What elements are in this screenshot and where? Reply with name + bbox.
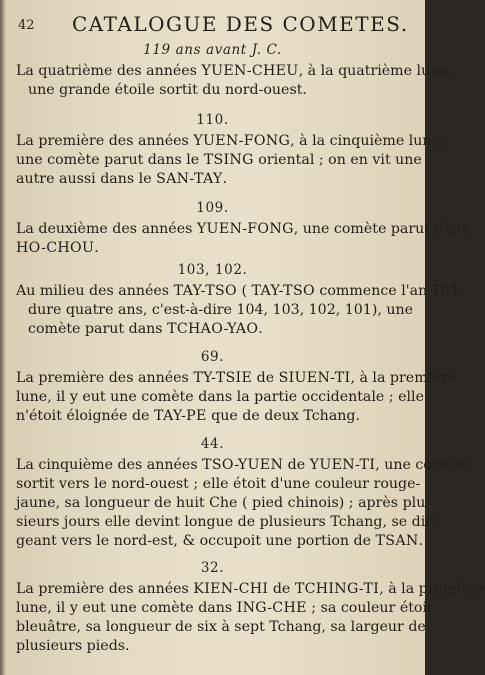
proper-name: TCHAO-YAO	[167, 321, 259, 337]
page-number: 42	[18, 18, 35, 33]
text-line: La cinquième des années TSO-YUEN de YUEN-TI, une comète	[16, 457, 468, 473]
text-line: La première des années KIEN-CHI de TCHING-TI, à la première	[16, 581, 485, 597]
entry-year: 44.	[200, 436, 225, 452]
proper-name: SAN-TAY	[156, 171, 223, 187]
running-title: CATALOGUE DES COMETES.	[72, 12, 409, 36]
proper-name: TSING	[203, 152, 254, 168]
text-line: une comète parut dans le TSING oriental ; on en vit une	[16, 152, 422, 168]
proper-name: TCHING-TI	[294, 581, 380, 597]
entry-text	[0, 220, 469, 258]
proper-name: TAY-TSO	[173, 283, 237, 299]
entry-text	[0, 282, 464, 339]
comet-entry	[0, 560, 485, 656]
proper-name: ING-CHE	[236, 600, 307, 616]
text-line: La deuxième des années YUEN-FONG, une comète parut dans	[16, 221, 469, 237]
entry-text	[0, 580, 485, 656]
text-line: jaune, sa longueur de huit Che ( pied chinois) ; après plu-	[16, 495, 431, 511]
proper-name: SIUEN-TI	[278, 370, 351, 386]
text-line: dure quatre ans, c'est-à-dire 104, 103, 102, 101), une	[28, 302, 414, 318]
text-line: une grande étoile sortit du nord-ouest.	[28, 82, 307, 98]
text-line: La première des années YUEN-FONG, à la cinquième lune ;	[16, 133, 450, 149]
text-line: geant vers le nord-est, & occupoit une portion de TSAN.	[16, 533, 424, 549]
text-line: La première des années TY-TSIE de SIUEN-TI, à la première	[16, 370, 456, 386]
proper-name: TSO-YUEN	[202, 457, 284, 473]
proper-name: YUEN-FONG	[193, 133, 291, 149]
entry-year: 109.	[196, 200, 229, 216]
comet-entry	[0, 42, 453, 100]
entry-year: 119 ans avant J. C.	[143, 42, 282, 58]
text-line: Au milieu des années TAY-TSO ( TAY-TSO commence l'an 104,	[16, 283, 464, 299]
proper-name: YUEN-FONG	[196, 221, 294, 237]
entry-year: 110.	[196, 112, 229, 128]
proper-name: KIEN-CHI	[193, 581, 269, 597]
comet-entry	[0, 200, 469, 258]
text-line: sortit vers le nord-ouest ; elle étoit d'une couleur rouge-	[16, 476, 421, 492]
comet-entry	[0, 349, 456, 426]
text-line: bleuâtre, sa longueur de six à sept Tchang, sa largeur de	[16, 619, 426, 635]
entry-year: 103, 102.	[177, 262, 248, 278]
entry-text	[0, 132, 450, 189]
proper-name: HO-CHOU	[16, 240, 95, 256]
proper-name: TSAN	[375, 533, 419, 549]
entry-text	[0, 456, 468, 551]
entry-text	[0, 369, 456, 426]
text-line: sieurs jours elle devint longue de plusieurs Tchang, se diri-	[16, 514, 442, 530]
proper-name: YUEN-TI	[309, 457, 376, 473]
entry-year: 69.	[200, 349, 225, 365]
text-line: plusieurs pieds.	[16, 638, 130, 654]
proper-name: TAY-PE	[153, 408, 207, 424]
proper-name: YUEN-CHEU	[201, 63, 299, 79]
comet-entry	[0, 112, 450, 189]
text-line: comète parut dans TCHAO-YAO.	[28, 321, 263, 337]
entry-year: 32.	[200, 560, 225, 576]
running-head	[0, 4, 425, 40]
text-line: n'étoit éloignée de TAY-PE que de deux Tchang.	[16, 408, 361, 424]
text-line: HO-CHOU.	[16, 240, 99, 256]
entry-text	[0, 62, 453, 100]
text-line: La quatrième des années YUEN-CHEU, à la quatrième lune,	[16, 63, 453, 79]
text-line: lune, il y eut une comète dans ING-CHE ; sa couleur étoit	[16, 600, 433, 616]
text-line: lune, il y eut une comète dans la partie occidentale ; elle	[16, 389, 424, 405]
text-line: autre aussi dans le SAN-TAY.	[16, 171, 228, 187]
comet-entry	[0, 436, 468, 551]
proper-name: TY-TSIE	[193, 370, 253, 386]
proper-name: TAY-TSO	[251, 283, 315, 299]
comet-entry	[0, 262, 464, 339]
